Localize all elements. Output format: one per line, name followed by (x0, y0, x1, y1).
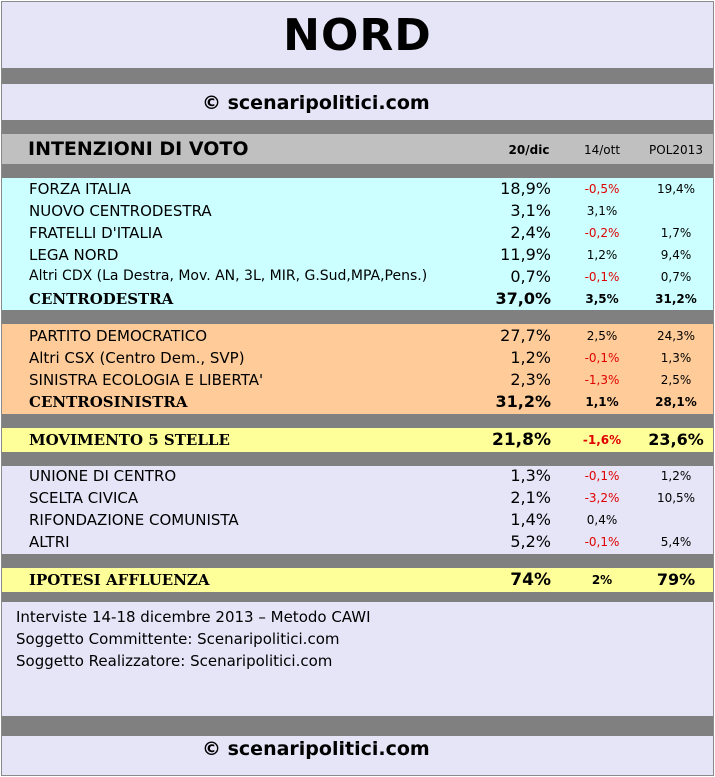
value-20dic: 2,4% (510, 223, 551, 242)
value-pol2013: 23,6% (648, 430, 704, 449)
party-name: CENTROSINISTRA (29, 393, 188, 411)
value-20dic: 3,1% (510, 201, 551, 220)
separator (2, 592, 713, 602)
party-name: SCELTA CIVICA (29, 489, 139, 507)
note-line: Interviste 14-18 dicembre 2013 – Metodo CAWI (16, 608, 371, 626)
value-pol2013: 0,7% (660, 270, 692, 284)
value-14ott: -0,2% (584, 226, 620, 240)
centrodestra-total-row (2, 288, 713, 310)
party-name: IPOTESI AFFLUENZA (29, 571, 210, 589)
value-20dic: 1,2% (510, 348, 551, 367)
party-name: PARTITO DEMOCRATICO (29, 327, 208, 345)
party-name: FORZA ITALIA (29, 180, 131, 198)
party-name: NUOVO CENTRODESTRA (29, 202, 212, 220)
value-20dic: 5,2% (510, 532, 551, 551)
centrosinistra-total-row (2, 391, 713, 413)
value-14ott: -1,6% (582, 433, 622, 447)
party-name: UNIONE DI CENTRO (29, 467, 177, 485)
table-row (2, 244, 713, 266)
value-pol2013: 10,5% (656, 491, 696, 505)
party-name: Altri CDX (La Destra, Mov. AN, 3L, MIR, G.Sud,MPA,Pens.) (29, 268, 428, 284)
value-14ott: 1,2% (586, 248, 618, 262)
table-row (2, 266, 713, 288)
value-pol2013: 1,2% (660, 469, 692, 483)
value-14ott: 3,1% (586, 204, 618, 218)
credit-bottom: © scenaripolitici.com (202, 738, 430, 760)
party-name: RIFONDAZIONE COMUNISTA (29, 511, 239, 529)
value-14ott: -0,5% (584, 182, 620, 196)
table-row (2, 465, 713, 487)
value-pol2013: 79% (656, 570, 696, 589)
affluenza-row (2, 569, 713, 591)
separator (2, 554, 713, 568)
value-20dic: 31,2% (495, 392, 551, 411)
party-name: Altri CSX (Centro Dem., SVP) (29, 349, 245, 367)
separator (2, 68, 713, 84)
value-14ott: 2% (591, 573, 613, 587)
column-header-pol2013: POL2013 (649, 143, 703, 157)
table-row (2, 487, 713, 509)
party-name: CENTRODESTRA (29, 290, 174, 308)
value-pol2013: 2,5% (660, 373, 692, 387)
value-pol2013: 24,3% (656, 329, 696, 343)
value-20dic: 21,8% (492, 430, 551, 450)
poll-table (1, 1, 714, 776)
value-14ott: 3,5% (585, 292, 619, 306)
party-name: ALTRI (29, 533, 70, 551)
table-header-label: INTENZIONI DI VOTO (28, 138, 249, 160)
value-20dic: 1,4% (510, 510, 551, 529)
table-row (2, 347, 713, 369)
table-row (2, 222, 713, 244)
separator (2, 716, 713, 736)
value-20dic: 74% (510, 570, 551, 590)
table-row (2, 200, 713, 222)
separator (2, 120, 713, 134)
note-line: Soggetto Committente: Scenaripolitici.com (16, 630, 340, 648)
value-20dic: 0,7% (510, 267, 551, 286)
value-14ott: -0,1% (584, 535, 620, 549)
separator (2, 452, 713, 466)
separator (2, 310, 713, 324)
party-name: FRATELLI D'ITALIA (29, 224, 163, 242)
table-row (2, 509, 713, 531)
value-20dic: 37,0% (495, 289, 551, 308)
value-20dic: 11,9% (500, 245, 551, 264)
value-pol2013: 5,4% (660, 535, 692, 549)
value-pol2013: 28,1% (655, 395, 697, 409)
value-pol2013: 1,3% (660, 351, 692, 365)
value-20dic: 18,9% (500, 179, 551, 198)
value-14ott: 2,5% (586, 329, 618, 343)
table-row (2, 178, 713, 200)
value-14ott: 0,4% (586, 513, 618, 527)
column-header-20dic: 20/dic (508, 143, 550, 157)
table-row (2, 531, 713, 553)
value-pol2013: 31,2% (655, 292, 697, 306)
party-name: SINISTRA ECOLOGIA E LIBERTA' (29, 371, 264, 389)
value-20dic: 2,3% (510, 370, 551, 389)
value-pol2013: 1,7% (660, 226, 692, 240)
value-20dic: 1,3% (510, 466, 551, 485)
value-14ott: -1,3% (584, 373, 620, 387)
credit-top: © scenaripolitici.com (202, 92, 430, 114)
value-14ott: 1,1% (585, 395, 619, 409)
party-name: LEGA NORD (29, 246, 119, 264)
m5s-row (2, 429, 713, 451)
methodology-notes (16, 606, 371, 672)
note-line: Soggetto Realizzatore: Scenaripolitici.com (16, 652, 333, 670)
table-row (2, 325, 713, 347)
value-14ott: -0,1% (584, 351, 620, 365)
column-header-14ott: 14/ott (583, 143, 621, 157)
value-14ott: -3,2% (584, 491, 620, 505)
separator (2, 164, 713, 178)
value-pol2013: 19,4% (656, 182, 696, 196)
separator (2, 414, 713, 428)
value-20dic: 27,7% (500, 326, 551, 345)
value-pol2013: 9,4% (660, 248, 692, 262)
value-20dic: 2,1% (510, 488, 551, 507)
party-name: MOVIMENTO 5 STELLE (29, 431, 230, 449)
value-14ott: -0,1% (584, 469, 620, 483)
value-14ott: -0,1% (584, 270, 620, 284)
table-row (2, 369, 713, 391)
page-title: NORD (283, 10, 432, 61)
